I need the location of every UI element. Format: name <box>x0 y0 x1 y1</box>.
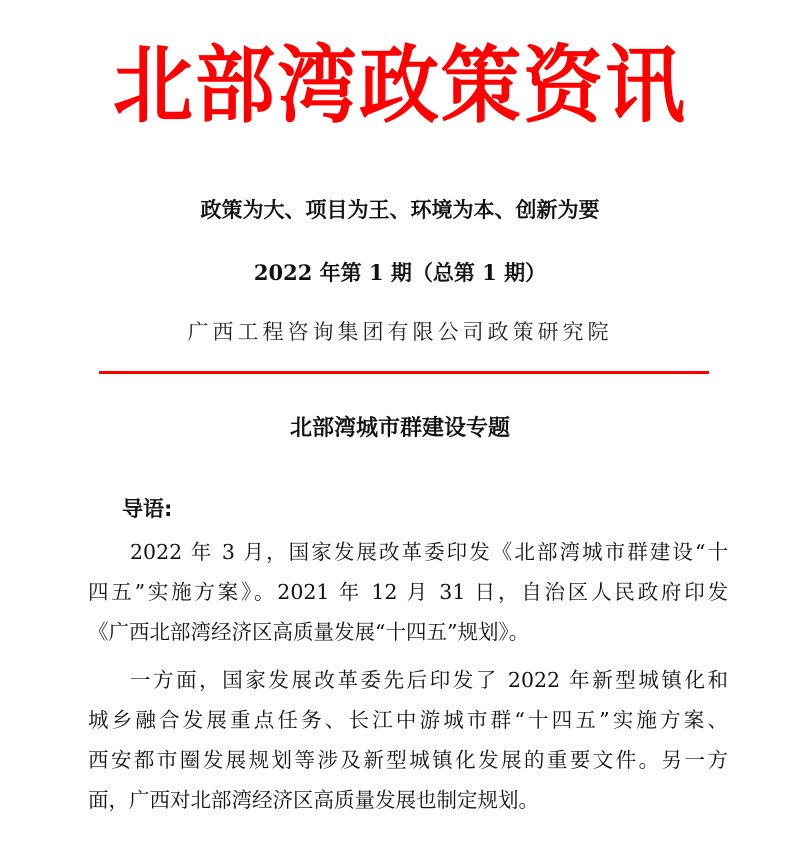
issue-number: 2022 年第 1 期（总第 1 期） <box>253 260 547 285</box>
lead-paragraph-2 <box>88 660 728 820</box>
paragraph-line: 四五”实施方案》。2021 年 12 月 31 日，自治区人民政府印发 <box>88 580 728 604</box>
paragraph-line: 西安都市圈发展规划等涉及新型城镇化发展的重要文件。另一方 <box>88 748 728 772</box>
paragraph-line: 《广西北部湾经济区高质量发展“十四五”规划》。 <box>88 620 530 644</box>
paragraph-line: 2022 年 3 月，国家发展改革委印发《北部湾城市群建设“十 <box>130 540 728 564</box>
paragraph-line: 面，广西对北部湾经济区高质量发展也制定规划。 <box>88 788 539 812</box>
red-divider <box>99 371 709 374</box>
lead-label: 导语: <box>122 497 173 521</box>
masthead-title: 北部湾政策资讯 <box>113 36 687 135</box>
paragraph-line: 一方面，国家发展改革委先后印发了 2022 年新型城镇化和 <box>130 668 728 692</box>
slogan: 政策为大、项目为王、环境为本、创新为要 <box>200 198 600 222</box>
publisher: 广西工程咨询集团有限公司政策研究院 <box>187 320 613 344</box>
lead-paragraph-1 <box>88 532 728 652</box>
topic-title: 北部湾城市群建设专题 <box>289 415 510 441</box>
paragraph-line: 城乡融合发展重点任务、长江中游城市群“十四五”实施方案、 <box>88 708 728 732</box>
